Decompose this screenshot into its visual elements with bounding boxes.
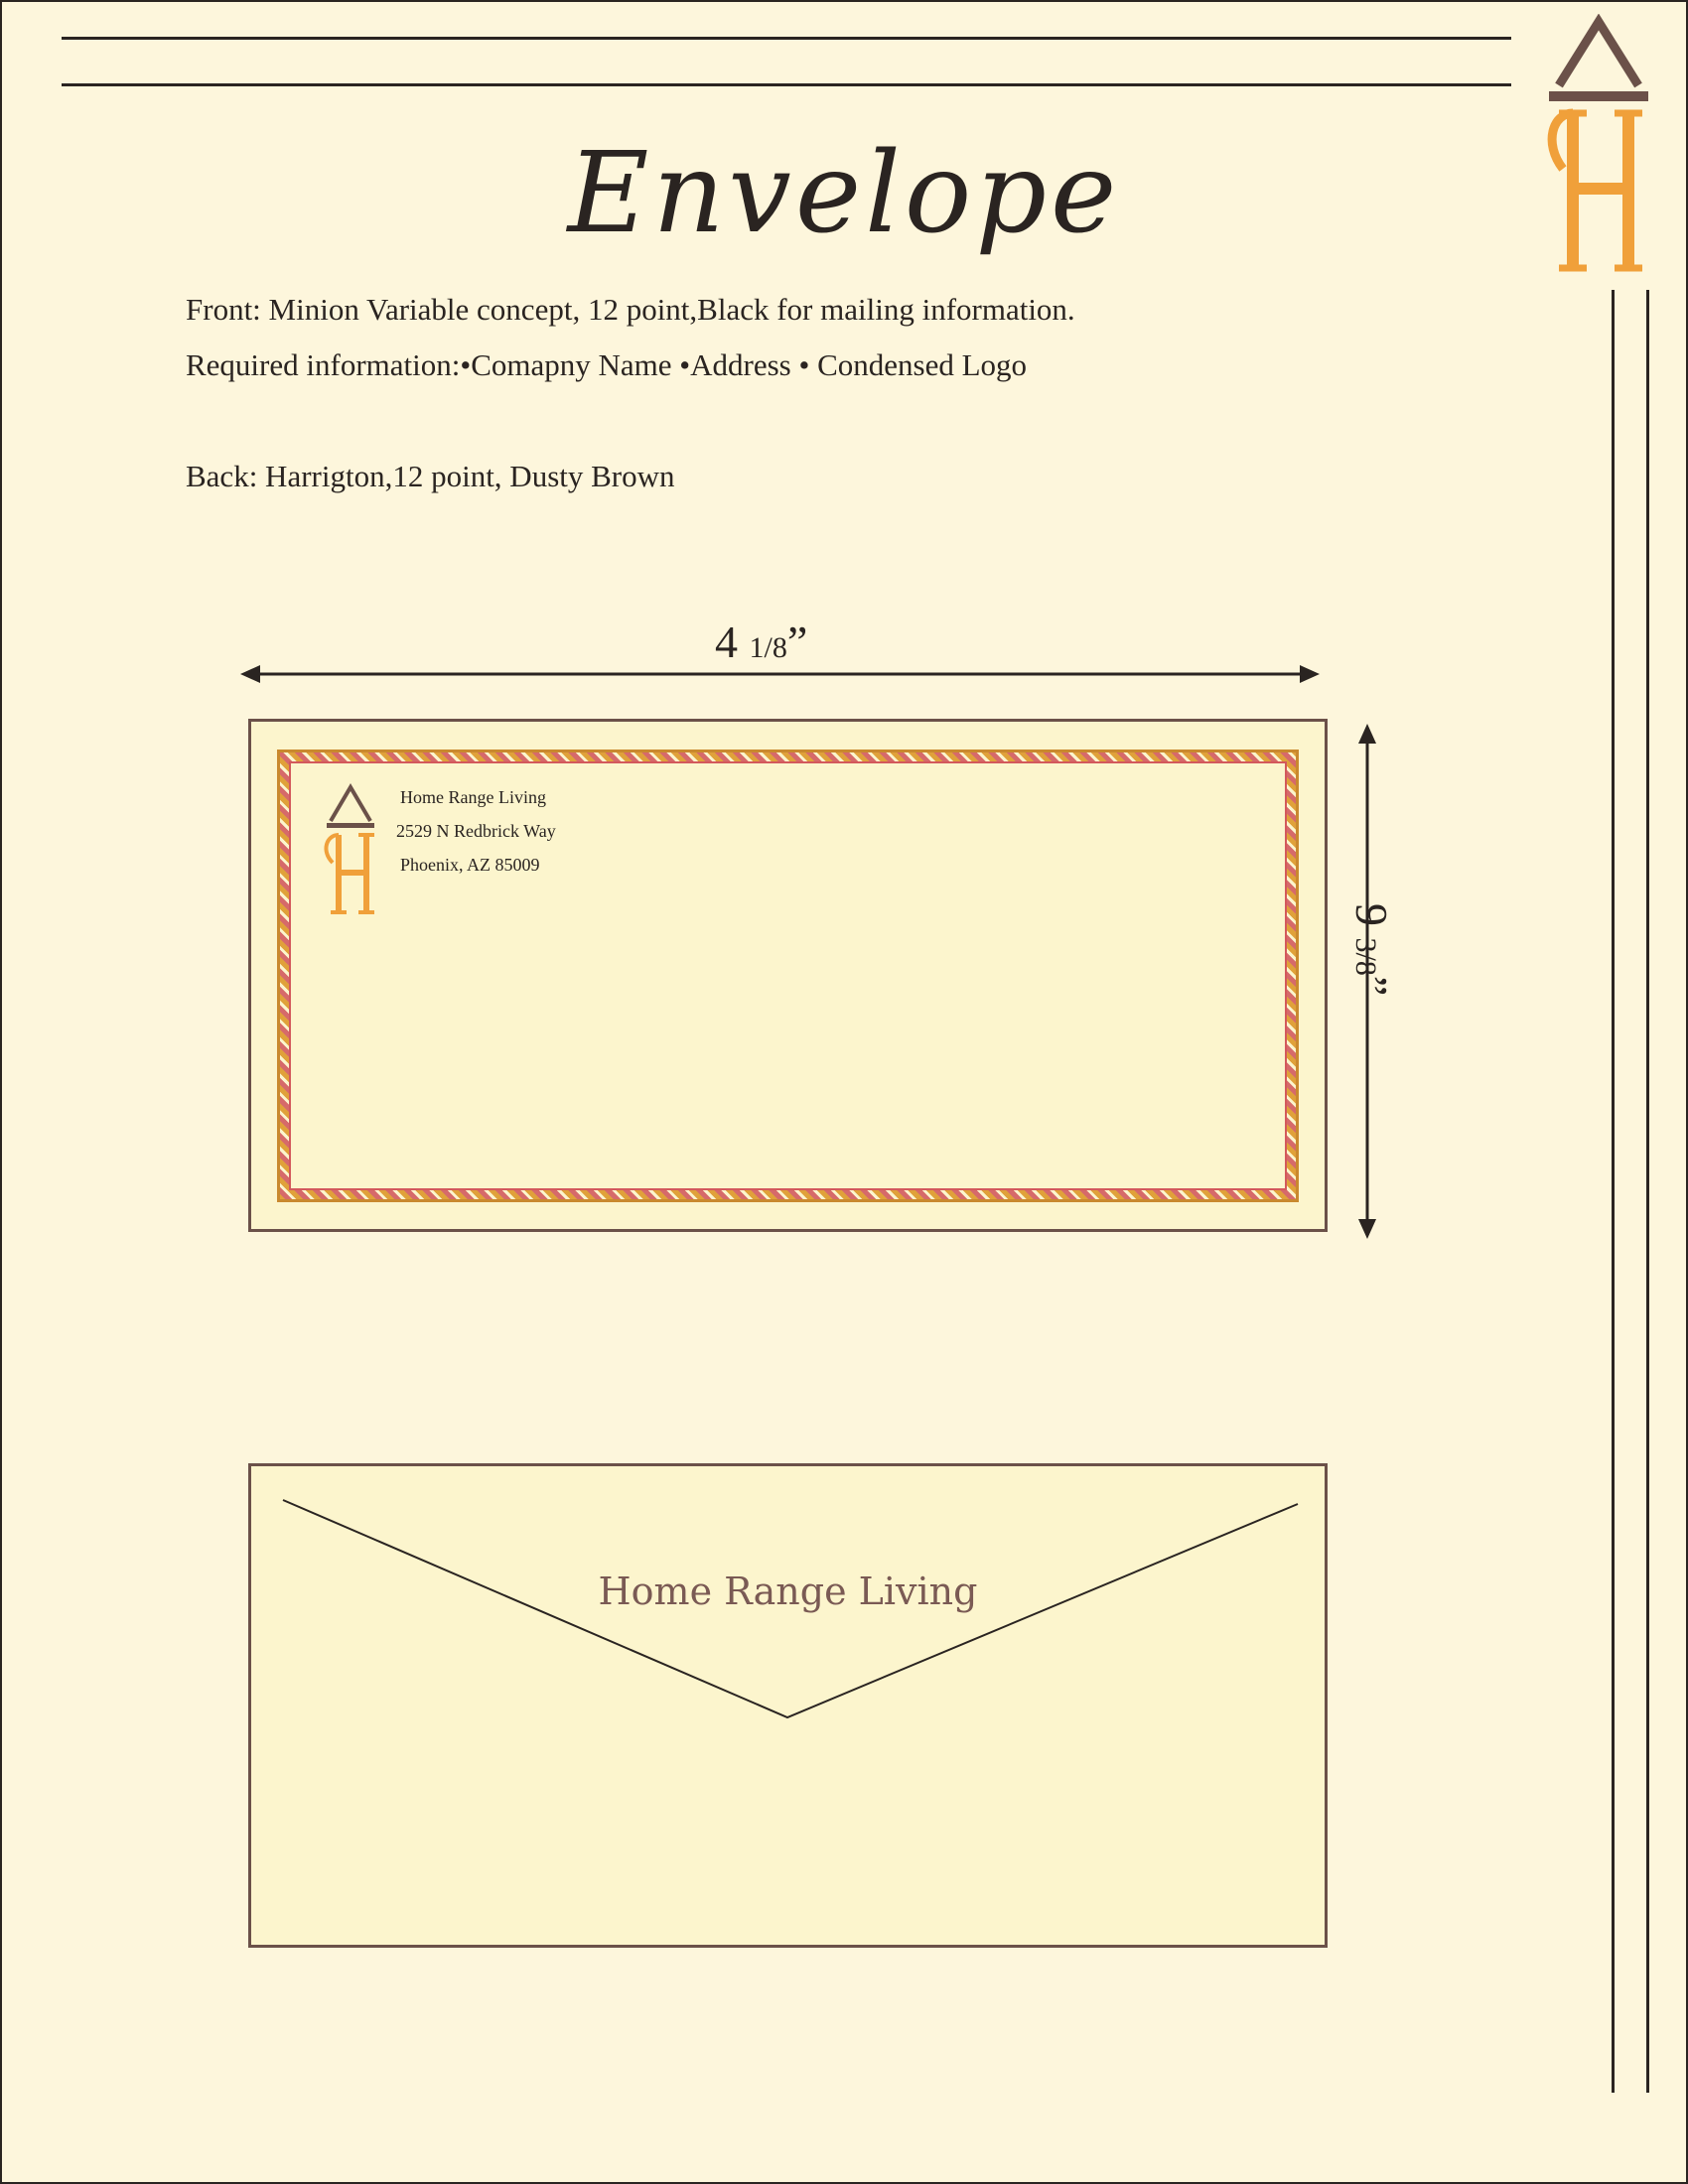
address-company: Home Range Living	[400, 787, 546, 807]
height-dimension-label	[1345, 903, 1398, 996]
height-whole: 9	[1346, 903, 1397, 938]
envelope-front	[248, 719, 1328, 1232]
back-company-name: Home Range Living	[598, 1570, 978, 1613]
envelope-flap	[251, 1466, 1325, 1945]
back-spec: Back: Harrigton,12 point, Dusty Brown	[186, 459, 675, 493]
envelope-back	[248, 1463, 1328, 1948]
h-house-logo-icon	[317, 781, 380, 914]
width-whole: 4	[715, 616, 750, 667]
height-fraction: 3/8	[1349, 937, 1382, 976]
page-title: Envelope	[567, 129, 1121, 258]
address-street: 2529 N Redbrick Way	[396, 821, 556, 841]
width-dimension-label	[715, 615, 807, 668]
front-spec: Front: Minion Variable concept, 12 point,Black for mailing information.	[186, 292, 1075, 327]
address-city: Phoenix, AZ 85009	[400, 855, 540, 875]
height-mark: ”	[1346, 975, 1397, 997]
width-mark: ”	[786, 616, 808, 667]
required-info-spec: Required information:•Comapny Name •Address • Condensed Logo	[186, 347, 1028, 382]
width-fraction: 1/8	[749, 631, 787, 664]
